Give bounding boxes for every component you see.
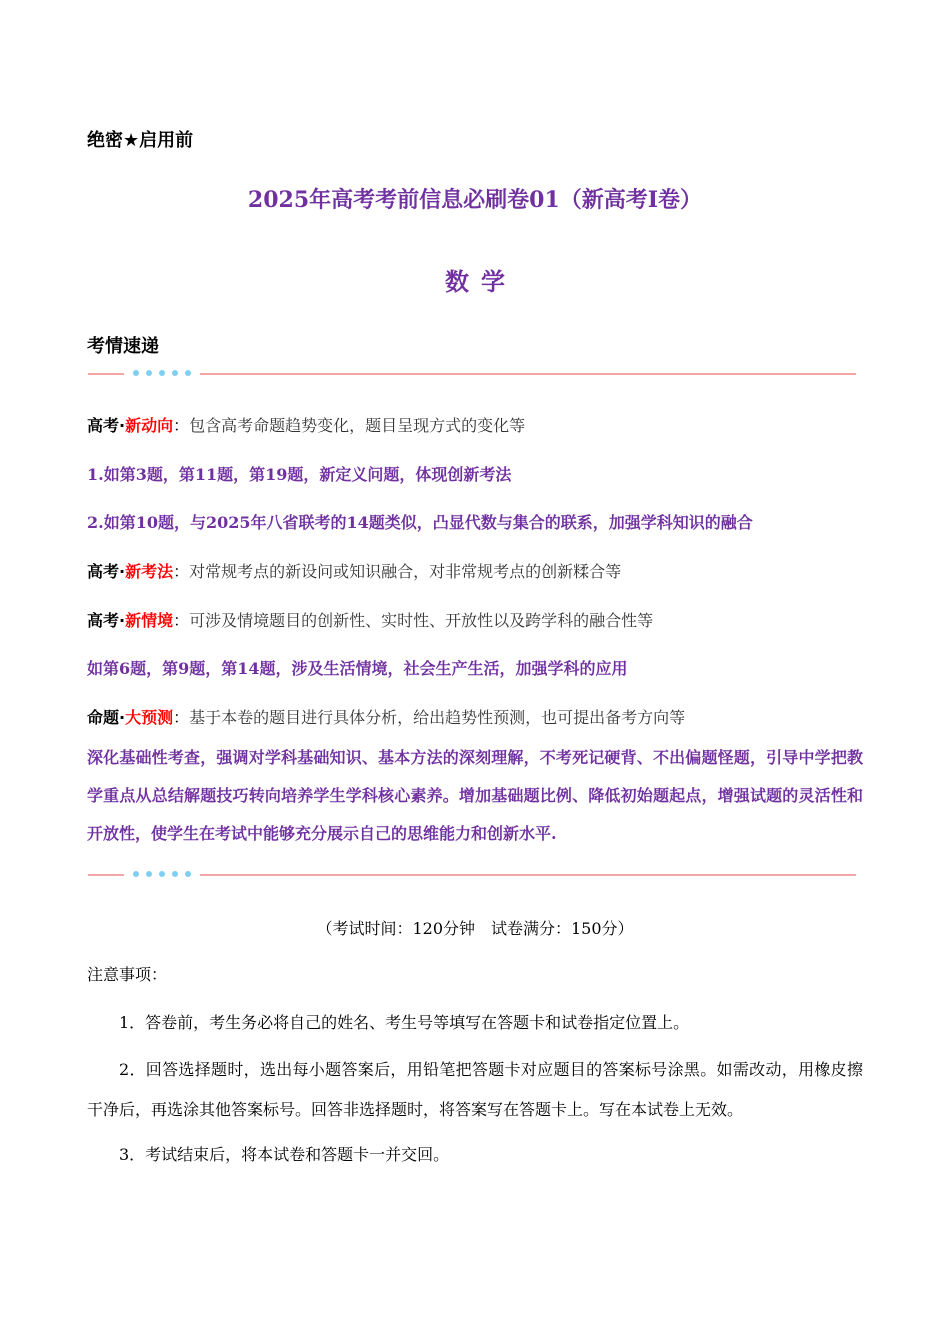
item-example-2: 2.如第10题，与2025年八省联考的14题类似，凸显代数与集合的联系，加强学科知识的融合 [87, 513, 753, 532]
item-new-context: 高考·新情境：可涉及情境题目的创新性、实时性、开放性以及跨学科的融合性等 [87, 611, 654, 630]
divider-top [88, 370, 856, 378]
secret-label: 绝密★启用前 [87, 130, 194, 151]
item-new-trend: 高考·新动向：包含高考命题趋势变化，题目呈现方式的变化等 [87, 416, 526, 435]
exam-title: 2025年高考考前信息必刷卷01（新高考Ⅰ卷） [247, 187, 703, 213]
item-prediction: 命题·大预测：基于本卷的题目进行具体分析，给出趋势性预测，也可提出备考方向等 [87, 708, 686, 727]
item-example-1: 1.如第3题，第11题，第19题，新定义问题，体现创新考法 [87, 465, 512, 484]
section-heading: 考情速递 [87, 336, 159, 357]
subject-title: 数学 [445, 267, 517, 296]
note-item-1: 1．答卷前，考生务必将自己的姓名、考生号等填写在答题卡和试卷指定位置上。 [119, 1013, 690, 1032]
notes-heading: 注意事项： [87, 965, 168, 984]
prediction-paragraph: 深化基础性考查，强调对学科基础知识、基本方法的深刻理解，不考死记硬背、不出偏题怪题，引导中学把教学重点从总结解题技巧转向培养学生学科核心素养。增加基础题比例、降低初始题起点，增强试题的灵活性和开放性，使学生在考试中能够充分展示自己的思维能力和创新水平. [87, 748, 863, 843]
item-new-method: 高考·新考法：对常规考点的新设问或知识融合，对非常规考点的创新糅合等 [87, 562, 622, 581]
note-item-3: 3．考试结束后，将本试卷和答题卡一并交回。 [119, 1145, 450, 1164]
divider-bottom [88, 871, 856, 879]
item-example-3: 如第6题，第9题，第14题，涉及生活情境，社会生产生活，加强学科的应用 [87, 659, 628, 678]
exam-info: （考试时间：120分钟 试卷满分：150分） [316, 919, 634, 938]
note-item-2: 2．回答选择题时，选出每小题答案后，用铅笔把答题卡对应题目的答案标号涂黑。如需改动，用橡皮擦干净后，再选涂其他答案标号。回答非选择题时，将答案写在答题卡上。写在本试卷上无效。 [87, 1060, 863, 1119]
